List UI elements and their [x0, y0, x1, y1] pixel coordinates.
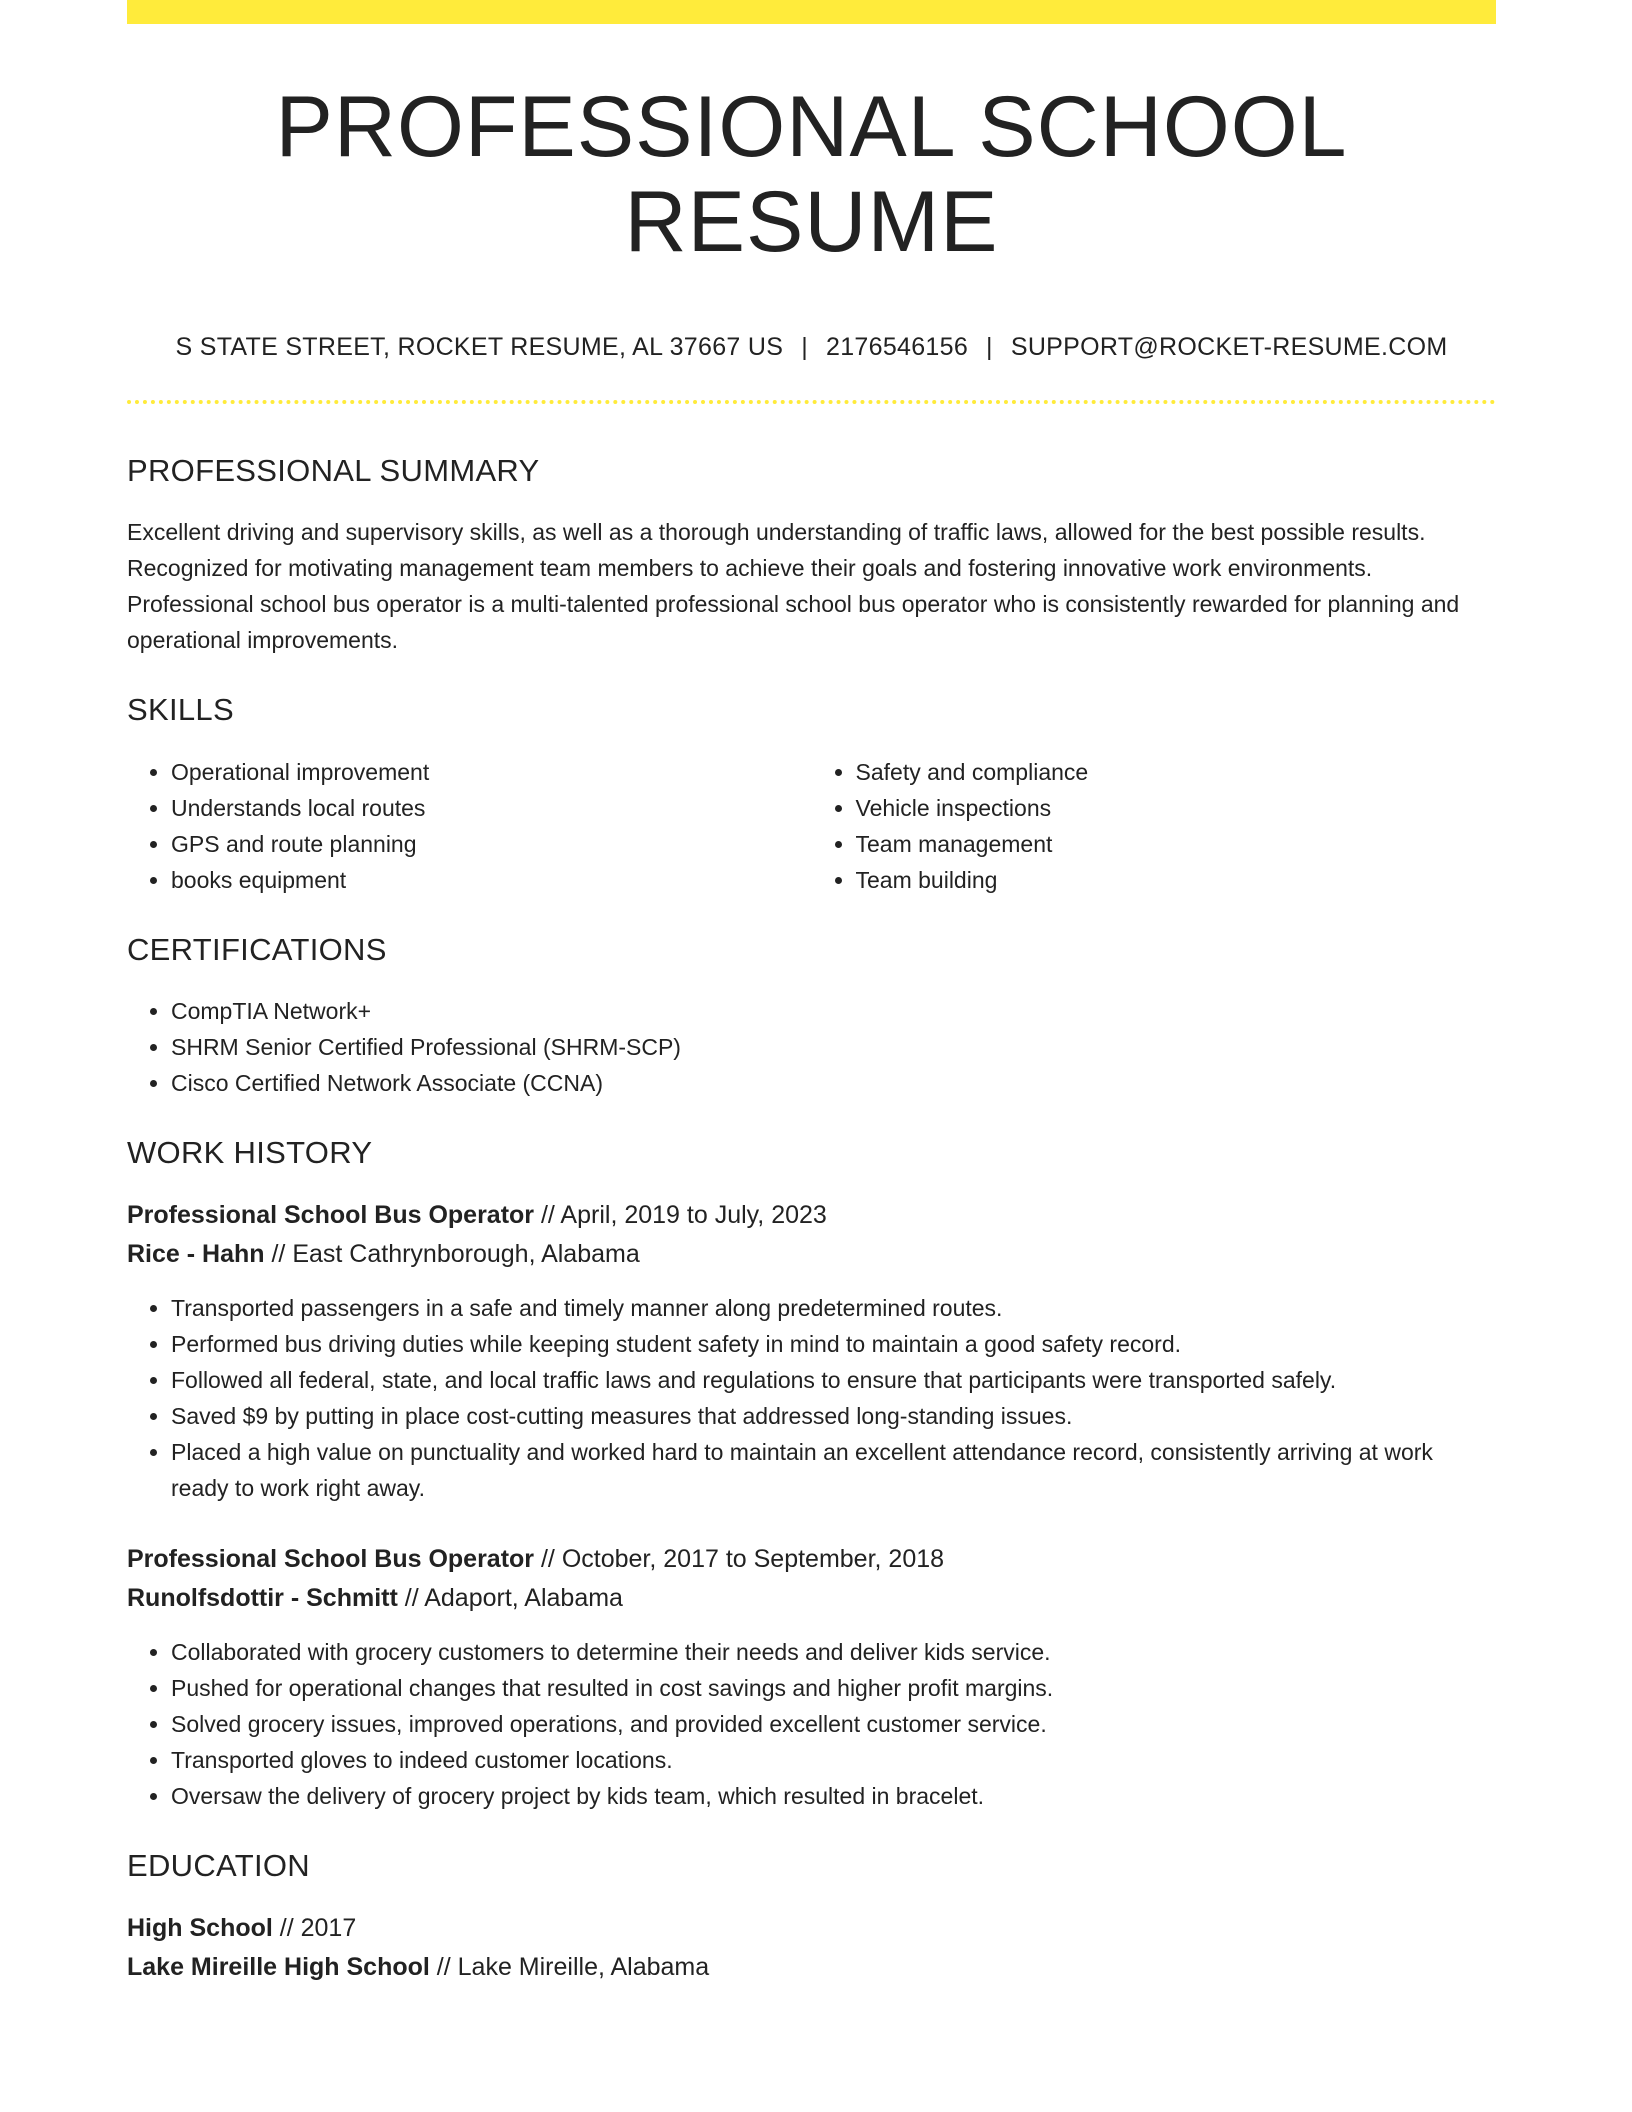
contact-separator: |: [801, 333, 808, 362]
job-bullet: • Oversaw the delivery of grocery project by kids team, which resulted in bracelet.: [171, 1778, 1496, 1814]
skill-item: • Operational improvement: [171, 754, 812, 790]
skill-item: • GPS and route planning: [171, 826, 812, 862]
skill-item: • Team building: [856, 862, 1497, 898]
job-bullets: [127, 1634, 1496, 1814]
job-bullet: • Performed bus driving duties while keeping student safety in mind to maintain a good safety record.: [171, 1326, 1496, 1362]
skill-item: • Safety and compliance: [856, 754, 1497, 790]
education-entry: [127, 1909, 1496, 1987]
accent-top-bar: [127, 0, 1496, 24]
certifications-list: [127, 993, 1496, 1101]
summary-section: [127, 452, 1496, 658]
education-heading: EDUCATION: [127, 1847, 310, 1883]
job-bullets: [127, 1290, 1496, 1506]
contact-separator: |: [986, 333, 993, 362]
job-bullet: • Pushed for operational changes that resulted in cost savings and higher profit margins.: [171, 1670, 1496, 1706]
work-history-section: [127, 1134, 1496, 1814]
certifications-heading: CERTIFICATIONS: [127, 931, 387, 967]
education-school: Lake Mireille High School: [127, 1953, 430, 1982]
job-location: // Adaport, Alabama: [397, 1583, 623, 1612]
skill-item: • books equipment: [171, 862, 812, 898]
skills-section: [127, 691, 1496, 897]
work-history-heading: WORK HISTORY: [127, 1134, 373, 1170]
education-degree-line: [127, 1909, 1496, 1948]
education-year: // 2017: [272, 1914, 357, 1943]
education-section: [127, 1847, 1496, 1987]
contact-phone: 2176546156: [826, 333, 969, 362]
job-company-line: [127, 1579, 1496, 1618]
job-bullet: • Solved grocery issues, improved operations, and provided excellent customer service.: [171, 1706, 1496, 1742]
job-bullet: • Transported passengers in a safe and timely manner along predetermined routes.: [171, 1290, 1496, 1326]
job-entry: [127, 1196, 1496, 1506]
job-location: // East Cathrynborough, Alabama: [264, 1239, 640, 1268]
contact-address: S STATE STREET, ROCKET RESUME, AL 37667 US: [175, 333, 784, 362]
job-dates: // October, 2017 to September, 2018: [534, 1544, 945, 1573]
summary-text: Excellent driving and supervisory skills, as well as a thorough understanding of traffic laws, allowed for the best possible results. Recognized for motivating management team members to achieve their goals and fostering innovative work environments. Professional school bus operator is a multi-talented professional school bus operator who is consistently rewarded for planning and operational improvements.: [127, 519, 1460, 654]
job-entry: [127, 1540, 1496, 1814]
skills-heading: SKILLS: [127, 692, 234, 728]
skill-item: • Vehicle inspections: [856, 790, 1497, 826]
job-title-line: [127, 1540, 1496, 1579]
job-bullet: • Saved $9 by putting in place cost-cutting measures that addressed long-standing issues.: [171, 1398, 1496, 1434]
contact-email: SUPPORT@ROCKET-RESUME.COM: [1010, 333, 1448, 362]
job-bullet: • Collaborated with grocery customers to determine their needs and deliver kids service.: [171, 1634, 1496, 1670]
resume-title: PROFESSIONAL SCHOOL RESUME: [275, 79, 1348, 270]
skill-item: • Team management: [856, 826, 1497, 862]
resume-page: [127, 0, 1496, 1987]
job-company-line: [127, 1235, 1496, 1274]
job-company: Rice - Hahn: [127, 1239, 265, 1268]
skills-columns: [127, 729, 1496, 898]
summary-heading: PROFESSIONAL SUMMARY: [127, 453, 540, 489]
skills-list-right: [812, 754, 1497, 898]
certifications-section: [127, 931, 1496, 1101]
header-divider: [127, 400, 1496, 404]
skill-item: • Understands local routes: [171, 790, 812, 826]
education-school-line: [127, 1948, 1496, 1987]
job-bullet: • Followed all federal, state, and local traffic laws and regulations to ensure that participants were transported safely.: [171, 1362, 1496, 1398]
education-location: // Lake Mireille, Alabama: [429, 1953, 710, 1982]
job-company: Runolfsdottir - Schmitt: [127, 1583, 398, 1612]
job-title: Professional School Bus Operator: [127, 1544, 535, 1573]
job-bullet: • Placed a high value on punctuality and worked hard to maintain an excellent attendance record, consistently arriving at work ready to work right away.: [171, 1434, 1496, 1506]
contact-line: [127, 333, 1496, 362]
job-bullet: • Transported gloves to indeed customer locations.: [171, 1742, 1496, 1778]
job-title: Professional School Bus Operator: [127, 1200, 535, 1229]
certification-item: • CompTIA Network+: [171, 993, 1496, 1029]
education-degree: High School: [127, 1914, 273, 1943]
job-title-line: [127, 1196, 1496, 1235]
job-dates: // April, 2019 to July, 2023: [534, 1200, 827, 1229]
certification-item: • SHRM Senior Certified Professional (SHRM-SCP): [171, 1029, 1496, 1065]
skills-list-left: [127, 754, 812, 898]
certification-item: • Cisco Certified Network Associate (CCNA): [171, 1065, 1496, 1101]
